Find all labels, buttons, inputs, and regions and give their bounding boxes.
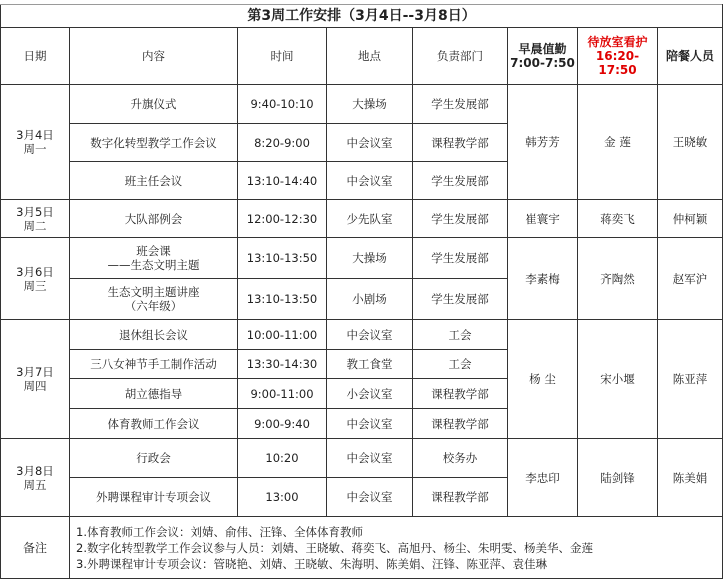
notes-content (70, 517, 723, 579)
weekday-label: 周三 (23, 278, 47, 293)
event-content-line: 班会课 (136, 244, 171, 258)
event-content: 升旗仪式 (70, 85, 238, 124)
header-morning-duty-label: 早晨值勤 (518, 42, 567, 56)
weekday-label: 周四 (23, 379, 47, 393)
event-place: 大操场 (327, 85, 413, 124)
note-line: 3.外聘课程审计专项会议：管晓艳、刘婧、王晓敏、朱海明、陈美娟、汪锋、陈亚萍、袁佳琳 (76, 556, 547, 571)
table-row (1, 439, 723, 478)
date-label: 3月7日 (16, 365, 54, 379)
event-place: 中会议室 (327, 162, 413, 200)
header-meal: 陪餐人员 (658, 28, 723, 85)
event-time: 13:10-13:50 (238, 238, 327, 279)
table-row (1, 320, 723, 350)
event-dept: 学生发展部 (413, 238, 508, 279)
event-dept: 学生发展部 (413, 162, 508, 200)
event-place: 大操场 (327, 238, 413, 279)
header-content: 内容 (70, 28, 238, 85)
event-content: 外聘课程审计专项会议 (70, 478, 238, 517)
meal-cell: 仲柯颖 (658, 200, 723, 238)
event-dept: 学生发展部 (413, 200, 508, 238)
event-time: 9:00-9:40 (238, 409, 327, 439)
meal-cell: 陈美娟 (658, 439, 723, 517)
header-watch (578, 28, 658, 85)
event-dept: 校务办 (413, 439, 508, 478)
event-content: 三八女神节手工制作活动 (70, 350, 238, 379)
morning-duty-cell: 李忠印 (508, 439, 578, 517)
event-dept: 工会 (413, 350, 508, 379)
event-place: 少先队室 (327, 200, 413, 238)
header-watch-time: 16:20-17:50 (595, 49, 640, 77)
event-content: 体育教师工作会议 (70, 409, 238, 439)
event-dept: 工会 (413, 320, 508, 350)
event-dept: 课程教学部 (413, 478, 508, 517)
event-content (70, 238, 238, 279)
notes-label: 备注 (1, 517, 70, 579)
note-line: 1.体育教师工作会议：刘婧、俞伟、汪锋、全体体育教师 (76, 524, 363, 539)
event-content: 数字化转型教学工作会议 (70, 124, 238, 162)
watch-cell: 陆剑锋 (578, 439, 658, 517)
event-time: 10:20 (238, 439, 327, 478)
event-place: 教工食堂 (327, 350, 413, 379)
event-place: 中会议室 (327, 439, 413, 478)
date-cell (1, 238, 70, 320)
table-row (1, 238, 723, 279)
date-cell (1, 85, 70, 200)
event-dept: 课程教学部 (413, 124, 508, 162)
event-dept: 课程教学部 (413, 379, 508, 409)
event-content-subline: ——生态文明主题 (107, 258, 200, 272)
note-line: 2.数字化转型教学工作会议参与人员：刘婧、王晓敏、蒋奕飞、高旭丹、杨尘、朱明雯、杨美华、金莲 (76, 540, 593, 555)
event-content: 退休组长会议 (70, 320, 238, 350)
event-dept: 课程教学部 (413, 409, 508, 439)
event-place: 小会议室 (327, 379, 413, 409)
event-content: 大队部例会 (70, 200, 238, 238)
event-dept: 学生发展部 (413, 279, 508, 320)
meal-cell: 赵军沪 (658, 238, 723, 320)
date-label: 3月5日 (16, 204, 54, 219)
event-content: 胡立德指导 (70, 379, 238, 409)
event-content: 行政会 (70, 439, 238, 478)
event-content: 班主任会议 (70, 162, 238, 200)
morning-duty-cell: 韩芳芳 (508, 85, 578, 200)
table-title: 第3周工作安排（3月4日--3月8日） (1, 5, 723, 28)
watch-cell: 蒋奕飞 (578, 200, 658, 238)
event-content-subline: （六年级） (124, 299, 183, 313)
header-watch-label: 待放室看护 (587, 35, 648, 49)
event-content (70, 279, 238, 320)
weekday-label: 周二 (23, 218, 47, 233)
date-label: 3月8日 (16, 463, 54, 478)
event-time: 9:00-11:00 (238, 379, 327, 409)
watch-cell: 齐陶然 (578, 238, 658, 320)
date-cell (1, 320, 70, 439)
header-morning-duty (508, 28, 578, 85)
header-morning-duty-time: 7:00-7:50 (510, 56, 575, 70)
header-dept: 负责部门 (413, 28, 508, 85)
meal-cell: 陈亚萍 (658, 320, 723, 439)
event-time: 9:40-10:10 (238, 85, 327, 124)
date-label: 3月6日 (16, 264, 54, 279)
watch-cell: 金 莲 (578, 85, 658, 200)
header-place: 地点 (327, 28, 413, 85)
event-content-line: 生态文明主题讲座 (107, 285, 200, 299)
watch-cell: 宋小堰 (578, 320, 658, 439)
event-place: 小剧场 (327, 279, 413, 320)
event-time: 13:10-14:40 (238, 162, 327, 200)
event-dept: 学生发展部 (413, 85, 508, 124)
date-cell (1, 439, 70, 517)
table-row (1, 200, 723, 238)
event-place: 中会议室 (327, 320, 413, 350)
morning-duty-cell: 崔寰宇 (508, 200, 578, 238)
table-row (1, 85, 723, 124)
header-date: 日期 (1, 28, 70, 85)
event-time: 8:20-9:00 (238, 124, 327, 162)
morning-duty-cell: 李素梅 (508, 238, 578, 320)
meal-cell: 王晓敏 (658, 85, 723, 200)
event-time: 13:00 (238, 478, 327, 517)
schedule-table (0, 4, 723, 579)
event-place: 中会议室 (327, 409, 413, 439)
notes-row (1, 517, 723, 579)
event-time: 13:30-14:30 (238, 350, 327, 379)
date-label: 3月4日 (16, 128, 54, 142)
event-time: 12:00-12:30 (238, 200, 327, 238)
header-time: 时间 (238, 28, 327, 85)
morning-duty-cell: 杨 尘 (508, 320, 578, 439)
weekday-label: 周一 (23, 142, 47, 156)
weekday-label: 周五 (23, 477, 47, 492)
event-time: 13:10-13:50 (238, 279, 327, 320)
event-time: 10:00-11:00 (238, 320, 327, 350)
event-place: 中会议室 (327, 478, 413, 517)
event-place: 中会议室 (327, 124, 413, 162)
header-row (1, 28, 723, 85)
date-cell (1, 200, 70, 238)
